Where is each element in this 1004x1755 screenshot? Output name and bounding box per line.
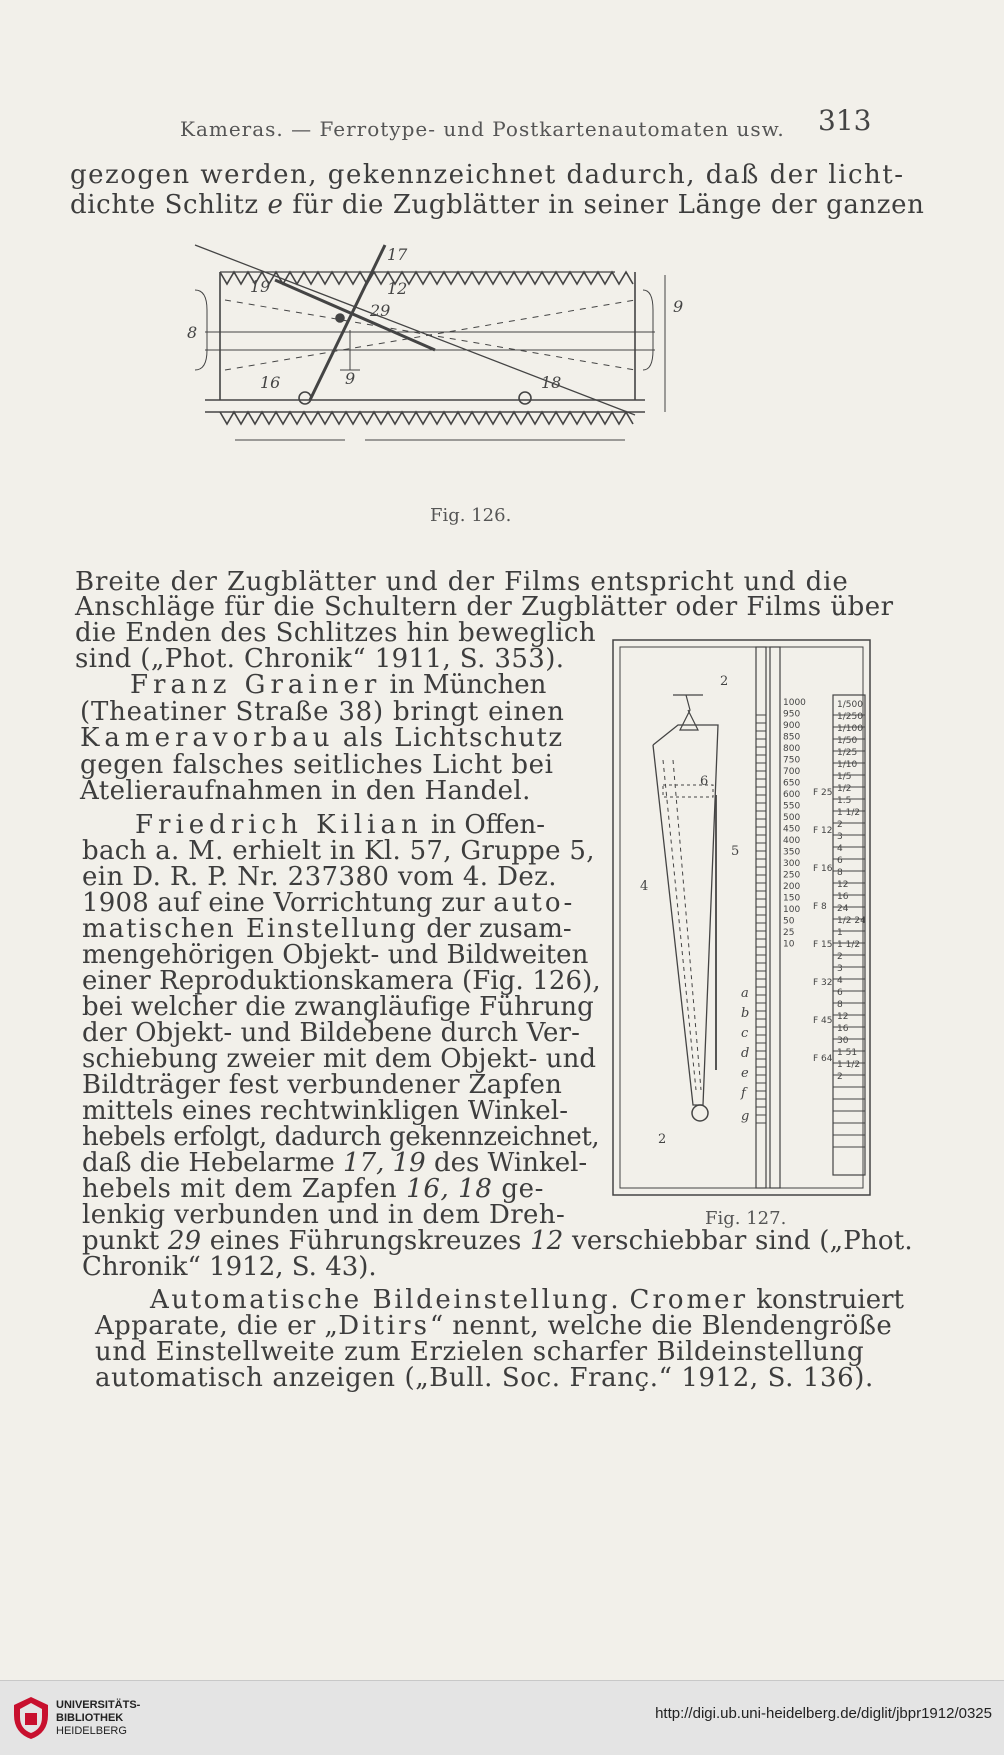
fig127-scale-right-label: 16 [837,1024,849,1034]
fig127-scale-left-label: 350 [783,847,801,858]
fig127-f-label: F 32 [813,978,833,988]
fig127-label: c [741,1026,749,1041]
text-line: Kameravorbau als Lichtschutz [80,723,564,753]
figure-126-caption: Fig. 126. [430,505,512,526]
fig127-scale-right-label: 1 1/2 [837,940,861,950]
text-line: mittels eines rechtwinkligen Winkel- [82,1096,569,1126]
fig126-label: 9 [673,297,684,316]
fig127-scale-right-label: 16 [837,892,849,902]
library-logo-icon [12,1695,50,1741]
text-line: Franz Grainer in München [130,670,547,700]
fig127-scale-right-label: 2 [837,820,843,830]
fig127-scale-left-label: 1000 [783,698,806,708]
fig127-label: f [741,1086,746,1101]
fig127-scale-left-label: 900 [783,721,801,731]
text-line: matischen Einstellung der zusam- [82,914,572,944]
fig126-label: 19 [250,277,271,296]
fig126-label: 12 [387,279,408,298]
fig127-scale-right-label: 24 [837,904,849,914]
fig127-scale-left-label: 400 [783,836,801,846]
text-line: hebels erfolgt, dadurch gekennzeichnet, [82,1122,600,1152]
fig127-scale-right-label: 6 [837,856,843,866]
fig127-scale-left-label: 600 [783,790,801,800]
fig127-scale-right-label: 1 [837,928,843,938]
fig127-scale-left-label: 10 [783,939,795,950]
fig127-f-label: F 15 [813,940,833,950]
fig127-scale-right-label: 1/2 [837,784,852,794]
fig127-scale-left-label: 50 [783,916,795,927]
fig127-scale-right-label: 2 [837,1072,843,1082]
fig127-scale-left-label: 250 [783,870,801,881]
text-line: 1908 auf eine Vorrichtung zur auto- [82,888,576,918]
fig127-scale-right-label: 1/10 [837,760,858,770]
fig127-f-label: F 16 [813,864,833,874]
fig127-label: a [741,986,749,1001]
fig127-scale-right-label: 1.5 [837,796,852,806]
text-line: schiebung zweier mit dem Objekt- und [82,1044,597,1074]
library-name: UNIVERSITÄTS- BIBLIOTHEK HEIDELBERG [56,1699,141,1737]
text-line: einer Reproduktionskamera (Fig. 126), [82,966,601,996]
text-line: und Einstellweite zum Erzielen scharfer Bildeinstellung [95,1337,865,1367]
text-line: Automatische Bildeinstellung. Cromer konstruiert [150,1285,904,1315]
figure-126-diagram [187,240,755,500]
fig127-scale-right-label: 30 [837,1036,849,1046]
text-line: Apparate, die er „Ditirs“ nennt, welche die Blendengröße [95,1311,893,1341]
fig127-scale-left-label: 800 [783,744,801,754]
text-line: sind („Phot. Chronik“ 1911, S. 353). [75,644,565,674]
fig127-scale-right-label: 1 1/2 [837,1060,861,1070]
fig127-label: g [741,1109,750,1124]
fig126-label: 9 [345,369,356,388]
fig126-label: 16 [260,373,281,392]
fig127-scale-right-label: 1 1/2 [837,808,861,818]
fig127-scale-right-label: 4 [837,844,843,854]
text-line: Bildträger fest verbundener Zapfen [82,1070,563,1100]
fig127-label: 2 [658,1132,667,1147]
fig127-scale-left-label: 700 [783,767,801,777]
fig126-label: 29 [370,301,391,320]
text-line: bei welcher die zwangläufige Führung [82,992,594,1022]
fig127-scale-left-label: 750 [783,755,801,766]
page-number: 313 [818,104,872,137]
text-line: gezogen werden, gekennzeichnet dadurch, daß der licht- [70,160,905,190]
fig127-scale-right-label: 1 51 [837,1048,858,1058]
text-line: der Objekt- und Bildebene durch Ver- [82,1018,580,1048]
fig127-scale-right-label: 2 [837,952,843,962]
footer-bar [0,1680,1004,1755]
source-url[interactable]: http://digi.ub.uni-heidelberg.de/diglit/jbpr1912/0325 [655,1705,992,1722]
fig127-scale-left-label: 500 [783,813,801,823]
fig127-label: 5 [731,844,740,859]
fig127-scale-left-label: 150 [783,893,801,904]
fig127-f-label: F 64 [813,1054,833,1064]
text-line: gegen falsches seitliches Licht bei [80,750,554,780]
text-line: mengehörigen Objekt- und Bildweiten [82,940,589,970]
text-line: automatisch anzeigen („Bull. Soc. Franç.“ 1912, S. 136). [95,1363,874,1393]
fig126-label: 8 [187,323,198,342]
fig127-scale-right-label: 1/50 [837,736,858,746]
fig127-scale-right-label: 1/100 [837,724,863,734]
fig126-label: 18 [541,373,562,392]
fig127-scale-left-label: 950 [783,709,801,720]
text-line: Chronik“ 1912, S. 43). [82,1252,377,1282]
text-line: hebels mit dem Zapfen 16, 18 ge- [82,1174,544,1204]
fig127-scale-right-label: 1/5 [837,772,852,782]
text-line: die Enden des Schlitzes hin beweglich [75,618,597,648]
fig127-f-label: F 12 [813,826,833,836]
text-line: lenkig verbunden und in dem Dreh- [82,1200,566,1230]
text-line: Friedrich Kilian in Offen- [135,810,546,840]
fig127-scale-right-label: 1/250 [837,712,863,722]
fig127-scale-left-label: 100 [783,905,801,915]
fig127-label: 2 [720,674,729,689]
fig127-label: e [741,1066,749,1081]
fig127-label: 6 [700,774,709,789]
fig127-scale-right-label: 8 [837,1000,843,1010]
fig127-scale-left-label: 850 [783,732,801,743]
fig127-scale-left-label: 200 [783,882,801,892]
fig127-scale-right-label: 4 [837,976,843,986]
fig127-scale-right-label: 12 [837,1012,849,1022]
text-line: punkt 29 eines Führungskreuzes 12 verschiebbar sind („Phot. [82,1226,913,1256]
text-line: Atelieraufnahmen in den Handel. [80,776,531,806]
running-header: Kameras. — Ferrotype- und Postkartenautomaten usw. [180,117,785,141]
fig127-scale-right-label: 6 [837,988,843,998]
text-line: (Theatiner Straße 38) bringt einen [80,697,565,727]
fig127-label: d [741,1046,750,1061]
fig127-scale-left-label: 650 [783,778,801,789]
fig127-label: 4 [640,879,649,894]
fig127-scale-right-label: 12 [837,880,849,890]
text-line: dichte Schlitz e für die Zugblätter in seiner Länge der ganzen [70,190,925,220]
fig127-f-label: F 45 [813,1016,833,1026]
text-line: ein D. R. P. Nr. 237380 vom 4. Dez. [82,862,557,892]
fig127-scale-right-label: 1/500 [837,700,863,710]
text-line: Breite der Zugblätter und der Films entspricht und die [75,567,849,597]
fig127-scale-right-label: 3 [837,832,843,842]
fig127-scale-left-label: 450 [783,824,801,835]
text-line: daß die Hebelarme 17, 19 des Winkel- [82,1148,588,1178]
fig127-scale-right-label: 3 [837,964,843,974]
fig127-scale-right-label: 1/25 [837,748,858,758]
text-line: bach a. M. erhielt in Kl. 57, Gruppe 5, [82,836,595,866]
fig127-scale-left-label: 300 [783,859,801,869]
fig127-f-label: F 25 [813,788,833,798]
fig127-scale-left-label: 550 [783,801,801,812]
fig126-label: 17 [387,245,408,264]
fig127-f-label: F 8 [813,902,827,912]
fig127-label: b [741,1006,750,1021]
fig127-scale-right-label: 8 [837,868,843,878]
text-line: Anschläge für die Schultern der Zugblätter oder Films über [75,592,894,622]
fig127-scale-right-label: 1/2 24 [837,916,866,926]
figure-127-caption: Fig. 127. [705,1208,787,1229]
fig127-scale-left-label: 25 [783,928,795,938]
figure-127-diagram [608,635,898,1200]
